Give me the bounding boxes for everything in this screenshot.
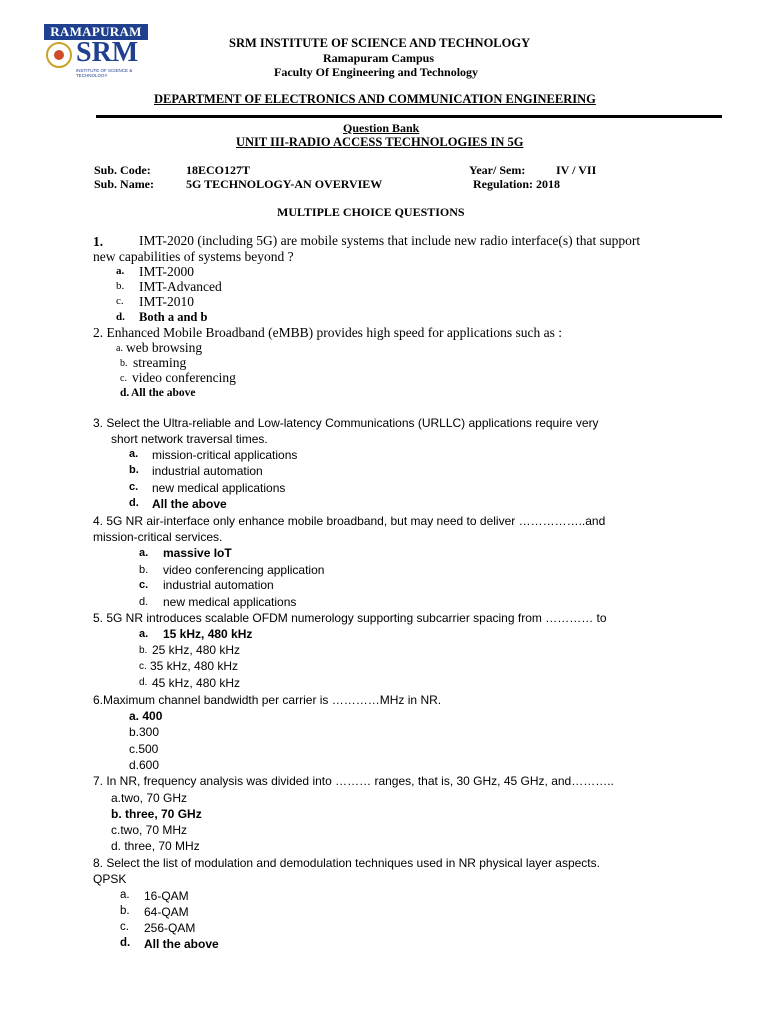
q8-option-text: 256-QAM bbox=[144, 921, 196, 935]
q3-text-line1: 3. Select the Ultra-reliable and Low-latency Communications (URLLC) applications require very bbox=[93, 416, 599, 430]
q1-option-label: d. bbox=[116, 311, 125, 323]
q8-option-text: 16-QAM bbox=[144, 889, 189, 903]
q2-option-label: a. bbox=[116, 343, 123, 354]
q3-option-text: All the above bbox=[152, 497, 227, 511]
q6-text: 6.Maximum channel bandwidth per carrier is …………MHz in NR. bbox=[93, 693, 442, 707]
q6-option: a. 400 bbox=[129, 709, 163, 723]
q2-text: 2. Enhanced Mobile Broadband (eMBB) provides high speed for applications such as : bbox=[93, 325, 563, 340]
header-divider bbox=[96, 115, 722, 118]
srm-logo bbox=[44, 24, 148, 76]
q3-option-label: c. bbox=[129, 481, 139, 493]
q4-text-line1: 4. 5G NR air-interface only enhance mobile broadband, but may need to deliver ……………..and bbox=[93, 514, 606, 528]
q1-text-line1: IMT-2020 (including 5G) are mobile systems that include new radio interface(s) that support bbox=[139, 233, 641, 248]
q5-option-text: 35 kHz, 480 kHz bbox=[150, 659, 239, 673]
q5-option-label: c. bbox=[139, 661, 147, 672]
q2-option-text: web browsing bbox=[126, 340, 203, 355]
institute-name: SRM INSTITUTE OF SCIENCE AND TECHNOLOGY bbox=[229, 36, 531, 50]
q1-number: 1. bbox=[93, 234, 104, 249]
q2-option-text: All the above bbox=[131, 387, 196, 399]
sub-code-value: 18ECO127T bbox=[186, 163, 251, 177]
sub-name-label: Sub. Name: bbox=[94, 177, 155, 191]
q5-option-label: a. bbox=[139, 628, 149, 640]
q5-text: 5. 5G NR introduces scalable OFDM numerology supporting subcarrier spacing from ………… to bbox=[93, 611, 607, 625]
q3-option-label: d. bbox=[129, 497, 139, 509]
q7-option: b. three, 70 GHz bbox=[111, 807, 202, 821]
campus-name: Ramapuram Campus bbox=[323, 51, 435, 65]
q2-option-label: c. bbox=[120, 373, 127, 384]
q6-option: c.500 bbox=[129, 742, 159, 756]
logo-srm-text: SRM bbox=[76, 37, 139, 68]
q2-option-text: streaming bbox=[133, 355, 187, 370]
q4-option-text: industrial automation bbox=[163, 578, 274, 592]
doc-type: Question Bank bbox=[343, 121, 420, 135]
section-title: MULTIPLE CHOICE QUESTIONS bbox=[277, 205, 465, 219]
q1-option-text: IMT-Advanced bbox=[139, 279, 222, 294]
q8-option-label: b. bbox=[120, 905, 130, 917]
q8-option-label: d. bbox=[120, 937, 131, 949]
regulation: Regulation: 2018 bbox=[473, 177, 560, 191]
sub-name-value: 5G TECHNOLOGY-AN OVERVIEW bbox=[186, 177, 383, 191]
faculty-name: Faculty Of Engineering and Technology bbox=[274, 65, 479, 79]
q1-option-label: b. bbox=[116, 280, 125, 292]
q2-option-label: d. bbox=[120, 387, 130, 399]
year-sem-label: Year/ Sem: bbox=[469, 163, 526, 177]
logo-subtitle: INSTITUTE OF SCIENCE & TECHNOLOGY bbox=[76, 68, 133, 78]
q1-option-text: Both a and b bbox=[139, 310, 208, 324]
q6-option: b.300 bbox=[129, 725, 160, 739]
q5-option-label: d. bbox=[139, 677, 148, 688]
q5-option-text: 25 kHz, 480 kHz bbox=[152, 643, 241, 657]
q4-option-text: massive IoT bbox=[163, 546, 232, 560]
q5-option-label: b. bbox=[139, 645, 148, 656]
q3-option-text: mission-critical applications bbox=[152, 448, 298, 462]
q7-option: c.two, 70 MHz bbox=[111, 823, 188, 837]
q3-option-label: a. bbox=[129, 448, 139, 460]
q8-option-text: 64-QAM bbox=[144, 905, 189, 919]
logo-ramapuram-text: RAMAPURAM bbox=[44, 24, 148, 40]
q3-text-line2: short network traversal times. bbox=[111, 432, 268, 446]
year-sem-value: IV / VII bbox=[556, 163, 597, 177]
q7-text: 7. In NR, frequency analysis was divided into ……… ranges, that is, 30 GHz, 45 GHz, and……….. bbox=[93, 774, 614, 788]
q1-option-label: c. bbox=[116, 295, 124, 307]
q1-option-text: IMT-2000 bbox=[139, 264, 195, 279]
q1-option-label: a. bbox=[116, 265, 125, 277]
q1-option-text: IMT-2010 bbox=[139, 294, 195, 309]
q4-text-line2: mission-critical services. bbox=[93, 530, 223, 544]
sub-code-label: Sub. Code: bbox=[94, 163, 151, 177]
q8-option-label: a. bbox=[120, 889, 130, 901]
department-name: DEPARTMENT OF ELECTRONICS AND COMMUNICATION ENGINEERING bbox=[154, 92, 596, 106]
q7-option: d. three, 70 MHz bbox=[111, 839, 200, 853]
q4-option-label: c. bbox=[139, 579, 149, 591]
q4-option-text: video conferencing application bbox=[163, 563, 325, 577]
q2-option-text: video conferencing bbox=[132, 370, 236, 385]
q4-option-text: new medical applications bbox=[163, 595, 297, 609]
q8-text-line1: 8. Select the list of modulation and demodulation techniques used in NR physical layer aspects. bbox=[93, 856, 600, 870]
q8-text-line2: QPSK bbox=[93, 872, 127, 886]
emblem-icon bbox=[46, 42, 72, 68]
q4-option-label: b. bbox=[139, 564, 149, 576]
q6-option: d.600 bbox=[129, 758, 160, 772]
q3-option-text: industrial automation bbox=[152, 464, 263, 478]
q8-option-label: c. bbox=[120, 921, 129, 933]
q1-text-line2: new capabilities of systems beyond ? bbox=[93, 249, 294, 264]
q7-option: a.two, 70 GHz bbox=[111, 791, 188, 805]
q3-option-text: new medical applications bbox=[152, 481, 286, 495]
q5-option-text: 15 kHz, 480 kHz bbox=[163, 627, 253, 641]
q2-option-label: b. bbox=[120, 358, 128, 369]
unit-title: UNIT III-RADIO ACCESS TECHNOLOGIES IN 5G bbox=[236, 135, 524, 149]
q4-option-label: a. bbox=[139, 547, 149, 559]
q3-option-label: b. bbox=[129, 464, 139, 476]
q4-option-label: d. bbox=[139, 596, 149, 608]
q8-option-text: All the above bbox=[144, 937, 219, 951]
q5-option-text: 45 kHz, 480 kHz bbox=[152, 676, 241, 690]
